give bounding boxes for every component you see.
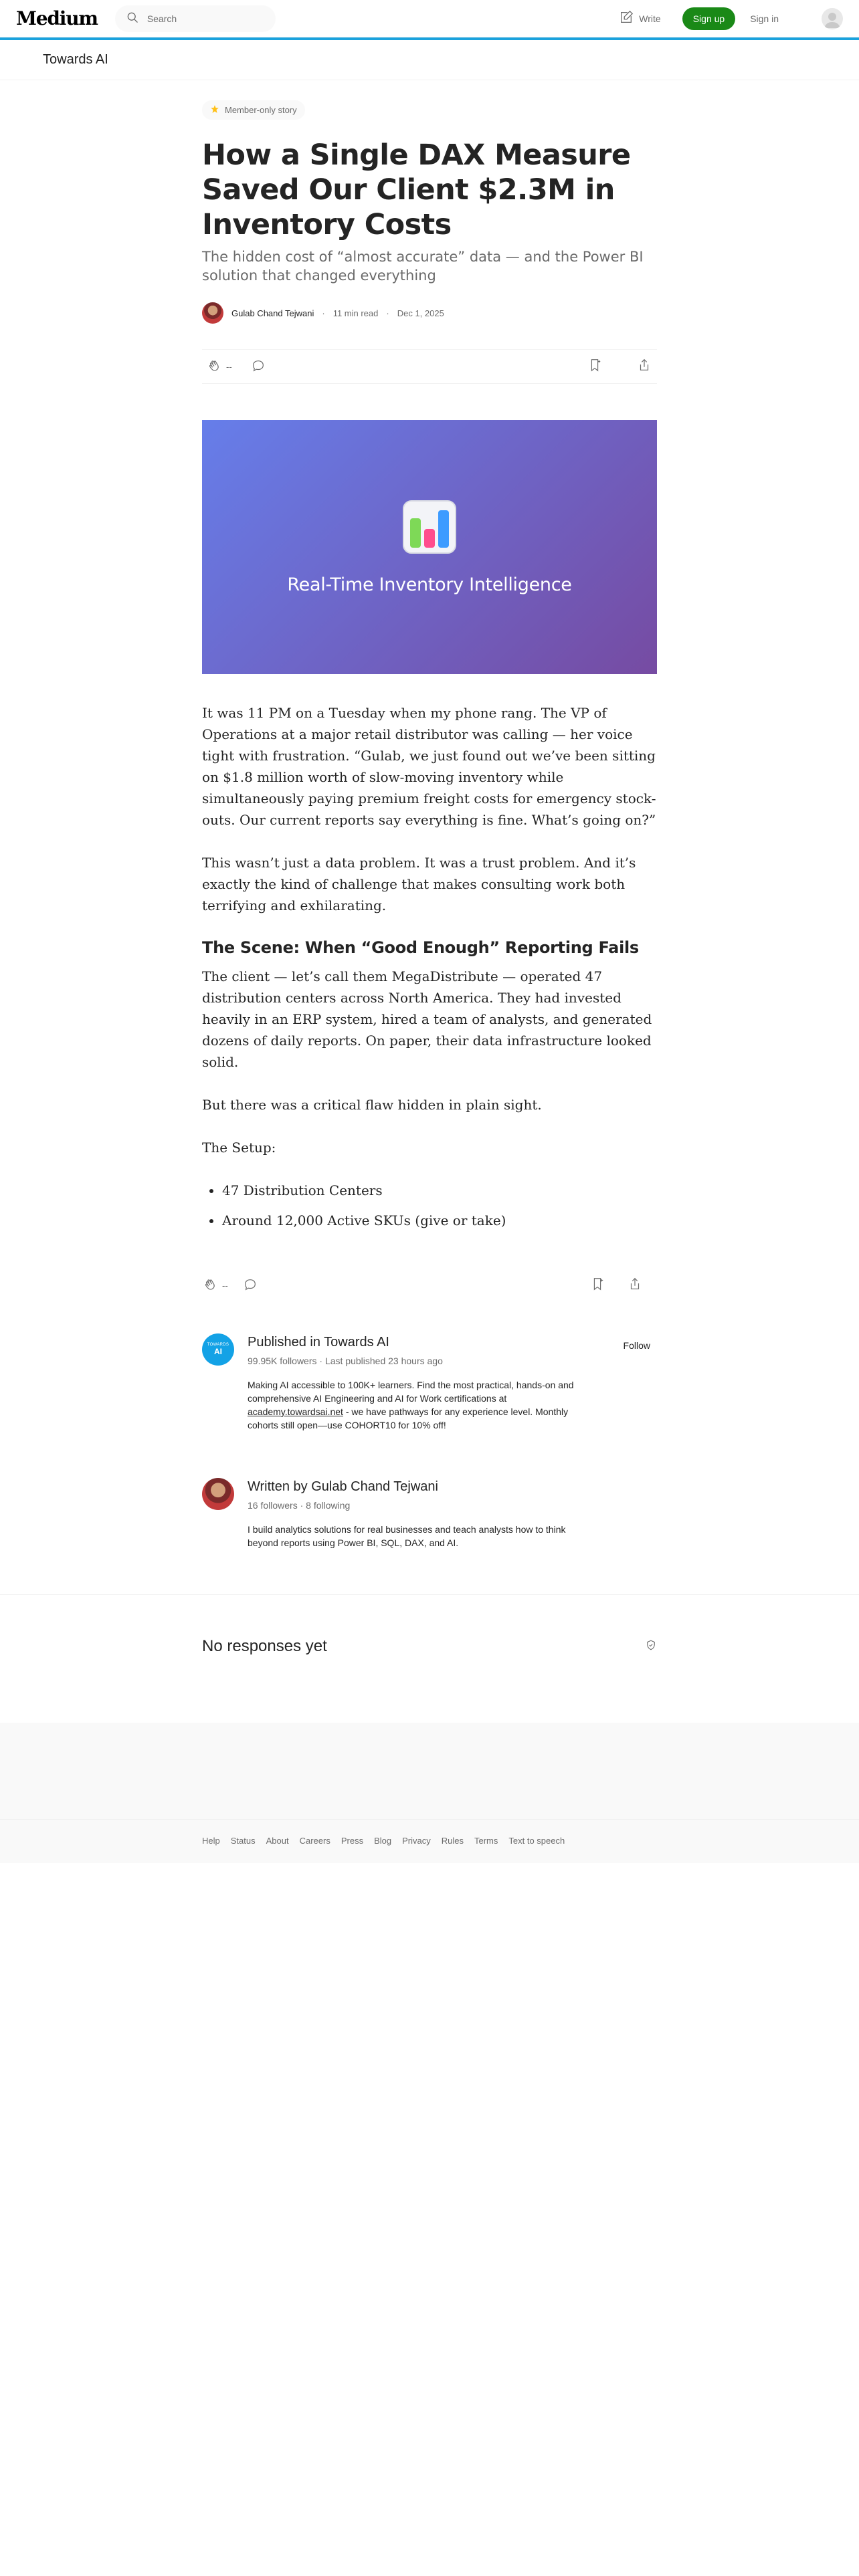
paragraph: The client — let’s call them MegaDistribute — operated 47 distribution centers across North America. They had invested heavily in an ERP system, hired a team of analysts, and generated dozens of daily reports. On paper, their data infrastructure looked solid.: [202, 968, 652, 1070]
search-icon: [126, 11, 139, 27]
bookmark-icon[interactable]: [590, 1277, 605, 1294]
clap-count: --: [222, 1280, 228, 1291]
dot-separator: ·: [322, 308, 325, 318]
responses-title: No responses yet: [202, 1637, 327, 1655]
footer-link-privacy[interactable]: Privacy: [402, 1836, 431, 1846]
nav-actions: [619, 7, 843, 30]
article-body: [202, 702, 657, 1240]
medium-logo[interactable]: Medium: [16, 7, 98, 29]
write-button[interactable]: [619, 10, 660, 27]
publication-logo-bottom: AI: [214, 1347, 222, 1356]
description-text: Making AI accessible to 100K+ learners. Find the most practical, hands-on and comprehensive AI Engineering and AI for Work certifications at: [248, 1380, 574, 1404]
section-heading: The Scene: When “Good Enough” Reporting Fails: [202, 938, 639, 957]
write-icon: [619, 10, 634, 27]
publication-name-link[interactable]: Towards AI: [43, 52, 108, 67]
description-text: - we have pathways for any experience level. Monthly cohorts still open—use COHORT10 for 10% off!: [248, 1406, 569, 1430]
bullet-list: [202, 1180, 657, 1231]
author-name-link[interactable]: Gulab Chand Tejwani: [231, 308, 314, 318]
dot-separator: ·: [300, 1500, 306, 1511]
byline: [202, 302, 657, 324]
recommendations-band: [0, 1723, 859, 1819]
article-subtitle: The hidden cost of “almost accurate” data — and the Power BI solution that changed everything: [202, 249, 644, 284]
article-title: How a Single DAX Measure Saved Our Client $2.3M in Inventory Costs: [202, 138, 631, 241]
section-divider: [0, 1594, 859, 1595]
member-only-badge: [202, 100, 305, 120]
comment-button[interactable]: [251, 358, 266, 375]
author-card: [202, 1478, 657, 1549]
comment-icon: [243, 1277, 258, 1294]
author-following[interactable]: 8 following: [306, 1500, 351, 1511]
article-actions-right: [587, 358, 652, 375]
clap-button[interactable]: [203, 1277, 228, 1294]
publish-date: Dec 1, 2025: [397, 308, 444, 318]
paragraph: The Setup:: [202, 1140, 276, 1156]
footer-link-blog[interactable]: Blog: [374, 1836, 392, 1846]
footer-link-terms[interactable]: Terms: [474, 1836, 498, 1846]
author-avatar[interactable]: [202, 302, 223, 324]
publication-followers[interactable]: 99.95K followers: [248, 1356, 317, 1366]
footer-link-about[interactable]: About: [266, 1836, 289, 1846]
publication-card-title[interactable]: Published in Towards AI: [248, 1335, 389, 1350]
author-card-text: [248, 1478, 575, 1549]
sign-in-link[interactable]: Sign in: [750, 13, 779, 24]
clap-icon: [203, 1277, 218, 1294]
publication-card-meta: [248, 1356, 575, 1366]
paragraph: It was 11 PM on a Tuesday when my phone rang. The VP of Operations at a major retail distributor was calling — her voice tight with frustration. “Gulab, we just found out we’ve been sitting on $1.8 million worth of slow-moving inventory while simultaneously paying premium freight costs for emergency stock-outs. Our current reports say everything is fine. What’s going on?”: [202, 705, 656, 828]
hero-image: [202, 420, 657, 674]
footer-link-careers[interactable]: Careers: [299, 1836, 330, 1846]
author-card-title[interactable]: Written by Gulab Chand Tejwani: [248, 1479, 438, 1494]
footer-link-status[interactable]: Status: [230, 1836, 256, 1846]
publication-logo-top: TOWARDS: [207, 1343, 229, 1347]
footer: [0, 1819, 859, 1863]
dot-separator: ·: [386, 308, 389, 318]
write-label: Write: [639, 13, 661, 24]
footer-links: [202, 1836, 565, 1846]
dot-separator: ·: [319, 1356, 325, 1366]
list-item: • 47 Distribution Centers: [222, 1180, 657, 1201]
shield-icon[interactable]: [645, 1637, 657, 1656]
list-item: • Around 12,000 Active SKUs (give or take): [222, 1210, 657, 1231]
paragraph: But there was a critical flaw hidden in plain sight.: [202, 1097, 542, 1113]
author-description: I build analytics solutions for real businesses and teach analysts how to think beyond reports using Power BI, SQL, DAX, and AI.: [248, 1524, 566, 1548]
responses-section: [202, 1637, 657, 1656]
publication-card-text: [248, 1333, 575, 1432]
top-nav: [0, 0, 859, 37]
footer-link-rules[interactable]: Rules: [441, 1836, 464, 1846]
academy-link[interactable]: academy.towardsai.net: [248, 1406, 343, 1417]
bar-chart-icon: [402, 500, 457, 557]
hero-caption: Real-Time Inventory Intelligence: [287, 574, 572, 595]
read-time: 11 min read: [332, 308, 379, 318]
user-avatar-icon[interactable]: [822, 8, 843, 29]
clap-count: --: [226, 361, 232, 372]
publication-bar: [0, 37, 859, 80]
member-only-label: Member-only story: [225, 105, 297, 115]
footer-link-press[interactable]: Press: [341, 1836, 364, 1846]
footer-link-help[interactable]: Help: [202, 1836, 220, 1846]
clap-icon: [207, 358, 222, 375]
search-box[interactable]: [115, 5, 276, 32]
footer-link-text-to-speech[interactable]: Text to speech: [508, 1836, 565, 1846]
share-icon[interactable]: [628, 1277, 642, 1294]
publication-last-published: Last published 23 hours ago: [324, 1356, 443, 1366]
bottom-actions-right: [590, 1277, 656, 1294]
sign-up-button[interactable]: Sign up: [682, 7, 735, 30]
star-icon: [210, 104, 219, 116]
comment-button[interactable]: [243, 1277, 258, 1294]
publication-description: [248, 1378, 575, 1432]
author-followers[interactable]: 16 followers: [248, 1500, 298, 1511]
bookmark-icon[interactable]: [587, 358, 602, 375]
comment-icon: [251, 358, 266, 375]
publication-card: [202, 1333, 657, 1432]
search-input[interactable]: [147, 13, 261, 24]
share-icon[interactable]: [637, 358, 652, 375]
follow-button[interactable]: Follow: [623, 1340, 650, 1351]
article-action-bar: [202, 349, 657, 384]
paragraph: This wasn’t just a data problem. It was a trust problem. And it’s exactly the kind of challenge that makes consulting work both terrifying and exhilarating.: [202, 855, 636, 914]
author-card-meta: [248, 1500, 575, 1511]
clap-button[interactable]: [207, 358, 232, 375]
author-card-avatar[interactable]: [202, 1478, 234, 1510]
publication-logo[interactable]: [202, 1333, 234, 1366]
bottom-action-bar: [202, 1271, 657, 1300]
